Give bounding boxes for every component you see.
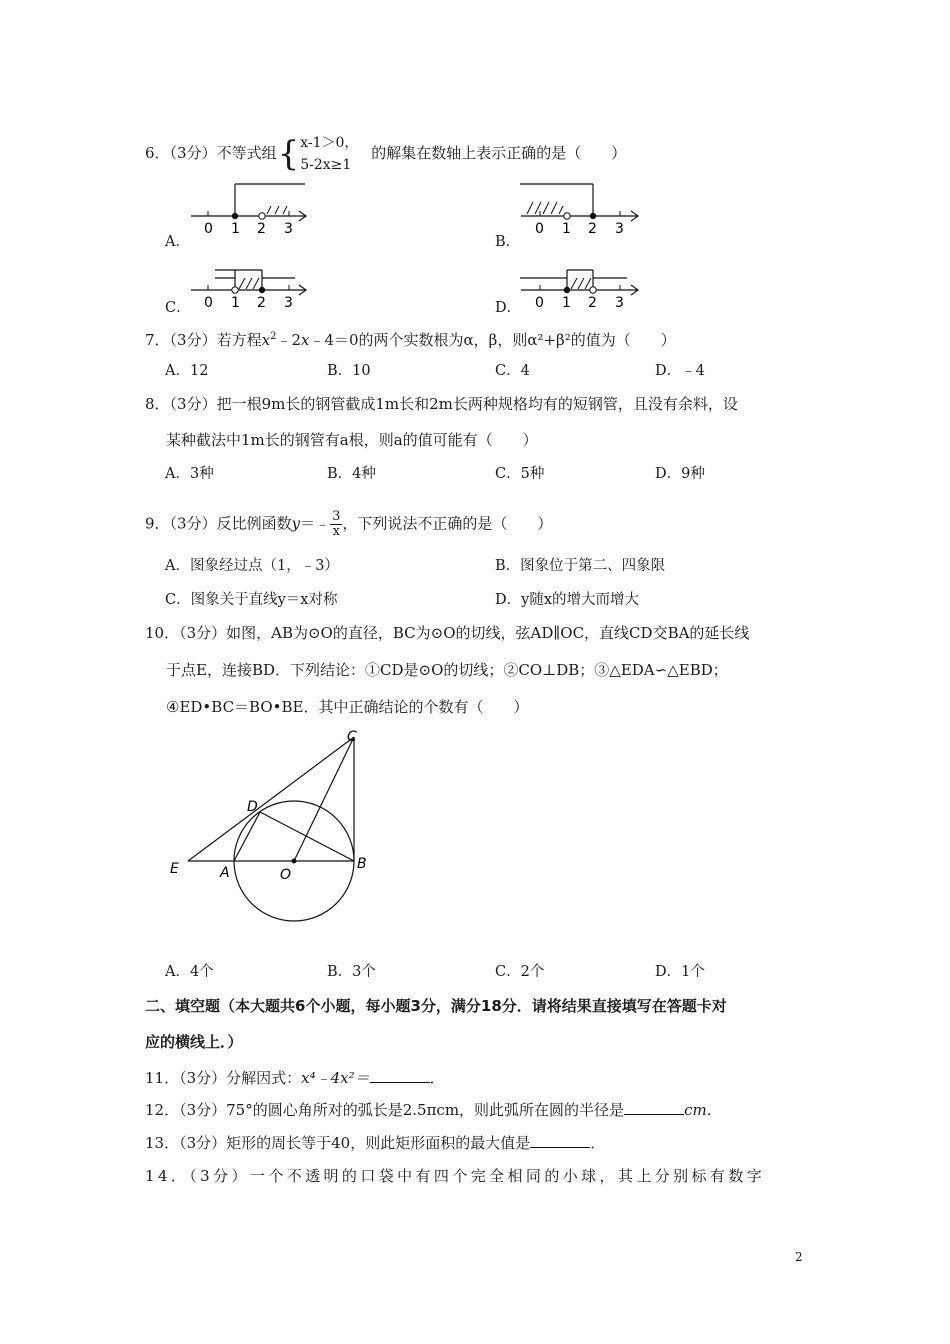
tick-2: 2 <box>588 295 597 311</box>
q7-tail: ﹣4＝0的两个实数根为α，β，则α²+β²的值为（ ） <box>309 331 676 349</box>
tick-1: 1 <box>231 221 240 236</box>
tick-0: 0 <box>204 295 213 311</box>
line-ec <box>188 737 354 861</box>
inequality-1: x-1＞0， <box>300 135 359 151</box>
q6-tail: 的解集在数轴上表示正确的是（ ） <box>371 144 627 162</box>
tick-2: 2 <box>257 295 266 311</box>
q10-line-1: 10．（3分）如图，AB为⊙O的直径，BC为⊙O的切线，弦AD∥OC，直线CD交BA的延长线 <box>145 624 750 642</box>
q13-head: 13．（3分）矩形的周长等于40，则此矩形面积的最大值是 <box>145 1134 531 1152</box>
q9-option-a: A．图象经过点（1，﹣3） <box>165 558 339 574</box>
q6-option-b-label: B． <box>495 234 521 250</box>
q11-expression: x⁴﹣4x²＝ <box>301 1069 370 1087</box>
tick-1: 1 <box>231 295 240 311</box>
page-number: 2 <box>795 1250 803 1264</box>
q13-tail: ． <box>590 1134 606 1152</box>
denominator: x <box>332 524 340 539</box>
fraction <box>330 510 342 539</box>
q9-eq: ＝﹣ <box>300 514 331 533</box>
q7-head: 7．（3分）若方程 <box>145 331 262 349</box>
tick-2: 2 <box>257 221 266 236</box>
q11-tail: ． <box>429 1069 445 1087</box>
q9-head: 9．（3分）反比例函数 <box>145 514 292 533</box>
label-b: B <box>357 856 367 872</box>
q7-option-c: C．4 <box>495 363 530 379</box>
q9-stem <box>145 510 552 539</box>
q6-option-c-label: C． <box>165 300 191 316</box>
tick-2: 2 <box>588 221 597 236</box>
label-d: D <box>247 799 258 815</box>
label-e: E <box>170 861 179 877</box>
q6-option-a-label: A． <box>165 234 190 250</box>
q9-tail: ，下列说法不正确的是（ ） <box>342 514 553 533</box>
tick-0: 0 <box>535 221 544 236</box>
q8-option-d: D．9种 <box>655 466 705 482</box>
number-line-a <box>185 176 315 236</box>
q8-line-2: 某种截法中1m长的钢管有a根，则a的值可能有（ ） <box>166 431 538 449</box>
number-line-d <box>515 256 645 312</box>
number-line-c <box>185 256 315 312</box>
q12 <box>145 1100 722 1120</box>
exponent: 2 <box>270 331 277 342</box>
q10-option-c: C．2个 <box>495 964 545 980</box>
q7-option-a: A．12 <box>165 363 209 379</box>
var-x: x <box>261 331 271 349</box>
tick-3: 3 <box>284 221 293 236</box>
q8-line-1: 8．（3分）把一根9m长的钢管截成1m长和2m长两种规格均有的短钢管，且没有余料，设 <box>145 395 738 413</box>
q12-unit: cm． <box>684 1101 722 1119</box>
line-oc <box>294 737 354 861</box>
answer-blank[interactable] <box>624 1100 684 1115</box>
q12-head: 12．（3分）75°的圆心角所对的弧长是2.5πcm，则此弧所在圆的半径是 <box>145 1101 625 1119</box>
inequality-system <box>300 132 358 176</box>
q10-option-d: D．1个 <box>655 964 705 980</box>
tick-1: 1 <box>562 221 571 236</box>
q11-head: 11．（3分）分解因式： <box>145 1069 302 1087</box>
section-2-heading-line-2: 应的横线上．） <box>145 1033 243 1051</box>
number-line-b <box>515 176 645 236</box>
section-2-heading-line-1: 二、填空题（本大题共6个小题，每小题3分，满分18分．请将结果直接填写在答题卡对 <box>145 997 727 1015</box>
inequality-2: 5-2x≥1 <box>300 157 352 173</box>
numerator: 3 <box>332 509 341 524</box>
label-c: C <box>347 729 357 745</box>
line-ad <box>234 812 260 861</box>
tick-3: 3 <box>615 221 624 236</box>
q10-line-2: 于点E，连接BD．下列结论：①CD是⊙O的切线；②CO⊥DB；③△EDA∽△EBD； <box>166 661 728 679</box>
tick-3: 3 <box>615 295 624 311</box>
q6-option-d-label: D． <box>495 300 522 316</box>
label-o: O <box>280 867 292 883</box>
var-x: x <box>300 331 310 349</box>
line-db <box>260 812 354 861</box>
q8-option-a: A．3种 <box>165 466 214 482</box>
tick-3: 3 <box>284 295 293 311</box>
q14-line-1: 14．（3分）一个不透明的口袋中有四个完全相同的小球，其上分别标有数字 <box>145 1167 766 1185</box>
q10-option-a: A．4个 <box>165 964 214 980</box>
q7-option-b: B．10 <box>327 363 371 379</box>
q8-option-b: B．4种 <box>327 466 376 482</box>
q8-option-c: C．5种 <box>495 466 545 482</box>
q7-option-d: D．﹣4 <box>655 363 705 379</box>
var-y: y <box>291 514 301 533</box>
q13 <box>145 1133 605 1153</box>
answer-blank[interactable] <box>530 1133 590 1148</box>
q10-line-3: ④ED•BC＝BO•BE．其中正确结论的个数有（ ） <box>166 698 529 716</box>
center-point <box>292 859 297 864</box>
q10-option-b: B．3个 <box>327 964 376 980</box>
q11 <box>145 1068 445 1088</box>
q9-option-c: C．图象关于直线y＝x对称 <box>165 592 338 608</box>
circle-tangent-figure <box>160 725 380 960</box>
label-a: A <box>220 865 230 881</box>
tick-0: 0 <box>535 295 544 311</box>
q6-head: 6．（3分）不等式组 <box>145 144 277 162</box>
q7-stem <box>145 327 676 350</box>
answer-blank[interactable] <box>370 1068 430 1083</box>
q6-stem <box>145 132 626 176</box>
system-brace: { <box>277 134 300 174</box>
tick-1: 1 <box>562 295 571 311</box>
q9-option-d: D．y随x的增大而增大 <box>495 592 639 608</box>
q7-mid: ﹣2 <box>276 331 301 349</box>
q9-option-b: B．图象位于第二、四象限 <box>495 558 666 574</box>
tick-0: 0 <box>204 221 213 236</box>
